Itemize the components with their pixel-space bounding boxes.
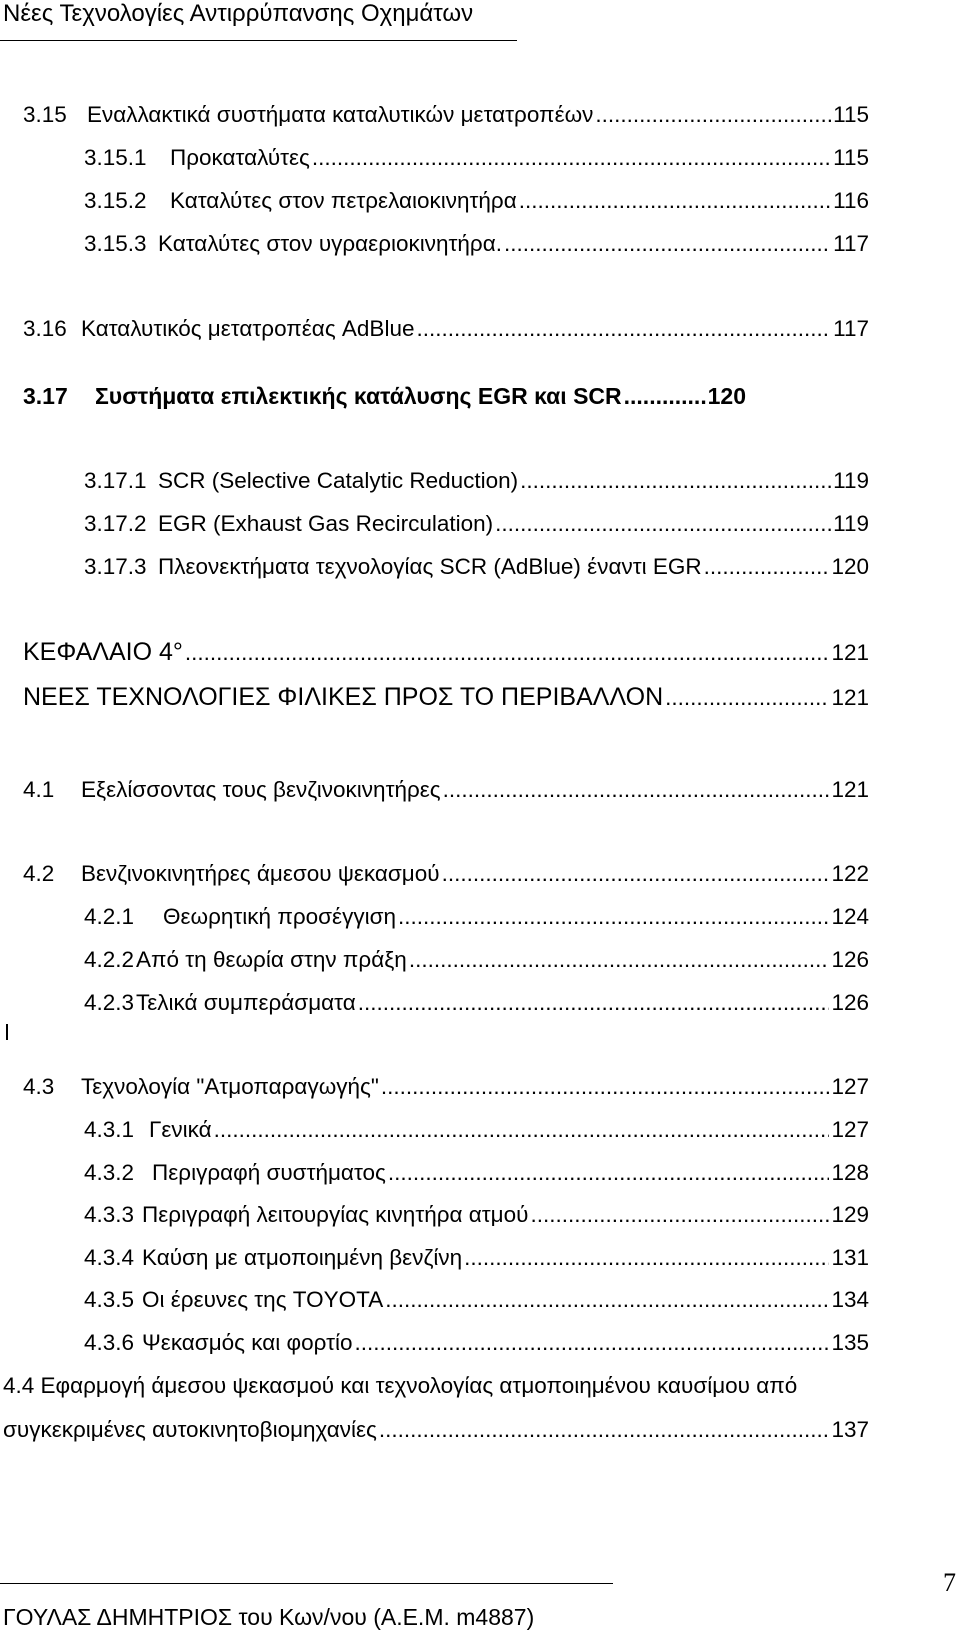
toc-number: 4.3.4 [84,1245,135,1270]
toc-page-number: 127 [831,1117,869,1142]
toc-entry-4-3-2[interactable] [84,1157,869,1189]
toc-page-number: 134 [831,1287,869,1312]
toc-number: 3.17.2 [84,511,147,536]
toc-entry-4-2-1[interactable] [84,901,869,933]
toc-page-number: 124 [831,904,869,929]
dot-leader [312,142,831,174]
page-number: 7 [943,1568,956,1597]
toc-number: 3.17.1 [84,468,147,493]
toc-title: Από τη θεωρία στην πράξη [136,947,407,972]
toc-entry-4-4-line2[interactable] [3,1414,869,1446]
toc-number: 3.15.2 [84,188,147,213]
dot-leader [519,185,831,217]
toc-page-number: 120 [707,383,746,409]
toc-page-number: 126 [831,947,869,972]
toc-title: Ψεκασμός και φορτίο [142,1330,353,1355]
toc-entry-chapter-4-title[interactable] [23,681,869,713]
toc-page-number: 129 [831,1202,869,1227]
dot-leader [381,1071,830,1103]
toc-page-number: 117 [833,231,869,256]
dot-leader [595,99,831,131]
toc-entry-4-3-5[interactable] [84,1284,869,1316]
toc-page-number: 126 [831,990,869,1015]
toc-page-number: 127 [831,1074,869,1099]
toc-number: 4.3.1 [84,1117,135,1142]
toc-number: 3.17.3 [84,554,147,579]
toc-entry-4-2-2[interactable] [84,944,869,976]
toc-number: 4.2.3 [84,990,135,1015]
toc-page-number: 119 [833,511,869,536]
footer-author: ΓΟΥΛΑΣ ΔΗΜΗΤΡΙΟΣ του Κων/νου (Α.Ε.Μ. m4887) [3,1604,535,1630]
dot-leader [385,1284,829,1316]
toc-title: Τελικά συμπεράσματα [136,990,356,1015]
toc-number: 4.3.3 [84,1202,135,1227]
toc-title: Γενικά [149,1117,212,1142]
toc-page-number: 115 [833,102,869,127]
toc-entry-3-15-1[interactable] [84,142,869,174]
toc-title: Καταλυτικός μετατροπέας AdBlue [81,316,415,341]
toc-number: 3.17 [23,383,68,409]
toc-entry-4-2[interactable] [23,858,869,890]
toc-page-number: 128 [831,1160,869,1185]
toc-entry-3-15[interactable] [23,99,869,131]
toc-title: SCR (Selective Catalytic Reduction) [158,468,519,493]
dot-leader [495,508,831,540]
toc-page-number: 116 [833,188,869,213]
toc-entry-4-3[interactable] [23,1071,869,1103]
toc-title: Περιγραφή συστήματος [152,1160,386,1185]
dot-leader [416,313,831,345]
toc-entry-4-4-line1[interactable]: 4.4 Εφαρμογή άμεσου ψεκασμού και τεχνολογίας ατμοποιημένου καυσίμου από [3,1373,798,1398]
toc-page-number: 137 [831,1417,869,1442]
dot-leader [530,1199,829,1231]
toc-title: Καταλύτες στον πετρελαιοκινητήρα [170,188,517,213]
toc-number: 3.15.3 [84,231,147,256]
dot-leader [358,987,830,1019]
dot-leader [388,1157,830,1189]
toc-page-number: 121 [831,640,869,665]
toc-title: Πλεονεκτήματα τεχνολογίας SCR (AdBlue) έναντι EGR [158,554,702,579]
toc-entry-3-17-3[interactable] [84,551,869,583]
toc-number: 4.2.1 [84,904,135,929]
toc-page-number: 121 [831,685,869,710]
toc-page-number: 120 [831,554,869,579]
toc-entry-3-17[interactable] [23,380,746,412]
toc-title: Καταλύτες στον υγραεριοκινητήρα. [158,231,502,256]
dot-leader [214,1114,830,1146]
toc-entry-4-3-1[interactable] [84,1114,869,1146]
header-title: Νέες Τεχνολογίες Αντιρρύπανσης Οχημάτων [3,0,474,27]
dot-leader [704,551,830,583]
toc-number: 4.2.2 [84,947,135,972]
toc-title: Καύση με ατμοποιημένη βενζίνη [142,1245,463,1270]
toc-entry-4-3-4[interactable] [84,1242,869,1274]
toc-entry-3-16[interactable] [23,313,869,345]
toc-number: 3.15.1 [84,145,147,170]
dot-leader [442,858,830,890]
dot-leader [398,901,829,933]
toc-title: Συστήματα επιλεκτικής κατάλυσης EGR και SCR [95,383,622,409]
toc-entry-3-15-2[interactable] [84,185,869,217]
dot-leader [409,944,830,976]
toc-number: 3.16 [23,316,67,341]
toc-entry-chapter-4[interactable] [23,636,869,668]
toc-page-number: 115 [833,145,869,170]
dot-leader [355,1327,830,1359]
toc-entry-4-3-6[interactable] [84,1327,869,1359]
toc-entry-3-15-3[interactable] [84,228,869,260]
toc-title: ΝΕΕΣ ΤΕΧΝΟΛΟΓΙΕΣ ΦΙΛΙΚΕΣ ΠΡΟΣ ΤΟ ΠΕΡΙΒΑΛΛΟΝ [23,683,664,711]
dot-leader [665,682,829,714]
toc-number: 4.1 [23,777,55,802]
toc-number: 4.2 [23,861,55,886]
toc-entry-3-17-1[interactable] [84,465,869,497]
toc-title: Εξελίσσοντας τους βενζινοκινητήρες [81,777,441,802]
toc-title: Προκαταλύτες [170,145,310,170]
toc-title: Τεχνολογία "Ατμοπαραγωγής" [81,1074,379,1099]
toc-title: Περιγραφή λειτουργίας κινητήρα ατμού [142,1202,529,1227]
toc-title: Εναλλακτικά συστήματα καταλυτικών μετατροπέων [87,102,594,127]
dot-leader [464,1242,829,1274]
toc-number: 4.3 [23,1074,55,1099]
toc-title: Βενζινοκινητήρες άμεσου ψεκασμού [81,861,440,886]
toc-entry-4-3-3[interactable] [84,1199,869,1231]
toc-page-number: 135 [831,1330,869,1355]
dot-leader [504,228,831,260]
toc-number: 4.3.2 [84,1160,135,1185]
toc-number: 3.15 [23,102,67,127]
toc-page-number: 131 [831,1245,869,1270]
dot-leader [185,637,830,669]
toc-page-number: 117 [833,316,869,341]
toc-number: 4.3.6 [84,1330,135,1355]
footer-rule [0,1583,613,1584]
toc-entry-4-2-3[interactable] [84,987,869,1019]
toc-title: Θεωρητική προσέγγιση [163,904,396,929]
toc-entry-4-1[interactable] [23,774,869,806]
dot-leader [379,1414,830,1446]
toc-number: 4.3.5 [84,1287,135,1312]
toc-page-number: 122 [831,861,869,886]
toc-entry-3-17-2[interactable] [84,508,869,540]
toc-title: EGR (Exhaust Gas Recirculation) [158,511,494,536]
dot-leader [443,774,830,806]
toc-title: συγκεκριμένες αυτοκινητοβιομηχανίες [3,1417,377,1442]
page-header [0,0,517,41]
toc-title: ΚΕΦΑΛΑΙΟ 4° [23,638,183,666]
toc-page-number: 119 [833,468,869,493]
toc-title: Οι έρευνες της TOYOTA [142,1287,384,1312]
dot-leader [520,465,831,497]
change-bar [6,1024,8,1040]
toc-page-number: 121 [831,777,869,802]
dot-leader [624,380,706,412]
